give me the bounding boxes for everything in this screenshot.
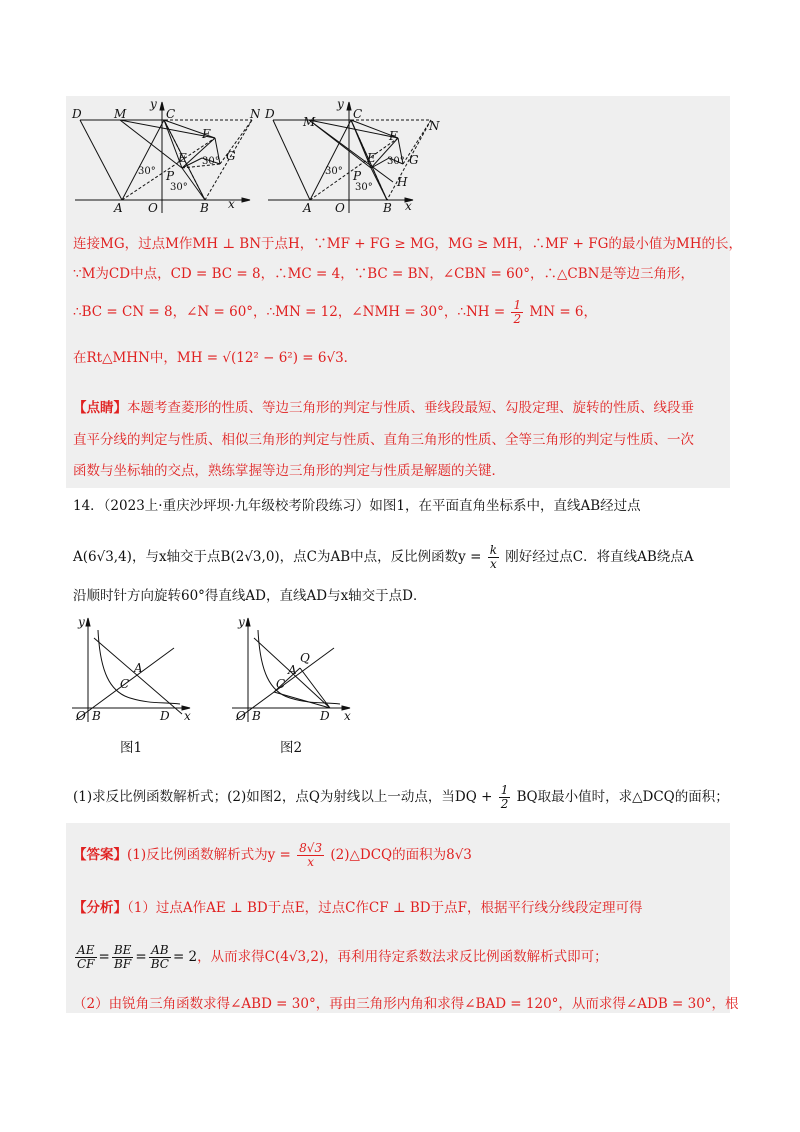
solution-line-3-b: MN = 6， bbox=[529, 304, 598, 320]
svg-text:30°: 30° bbox=[387, 156, 405, 167]
fig2-label-O: O bbox=[236, 709, 246, 723]
fraction-ab-bc: $\frac{AB}{BC}$ bbox=[150, 943, 169, 971]
svg-text:E: E bbox=[367, 151, 376, 165]
answer-tag: 【答案】 bbox=[73, 847, 127, 863]
svg-text:O: O bbox=[148, 201, 158, 214]
comment-line-3: 函数与坐标轴的交点，熟练掌握等边三角形的判定与性质是解题的关键． bbox=[73, 463, 505, 479]
geometry-figure-1 bbox=[70, 98, 260, 214]
answer-line: 【答案】(1)反比例函数解析式为y = $\frac{8√3}{x}$ (2)△DCQ的面积为8√3 bbox=[73, 841, 472, 869]
svg-text:30°: 30° bbox=[355, 182, 373, 193]
svg-text:B: B bbox=[200, 201, 209, 214]
svg-text:P: P bbox=[353, 169, 362, 183]
svg-text:y: y bbox=[150, 98, 157, 111]
svg-text:D: D bbox=[72, 107, 82, 121]
svg-text:A: A bbox=[303, 201, 312, 214]
fig2-label-D: D bbox=[320, 709, 330, 723]
fraction-be-bf: $\frac{BE}{BF}$ bbox=[113, 943, 132, 971]
svg-text:H: H bbox=[397, 175, 408, 189]
svg-text:N: N bbox=[429, 119, 440, 133]
solution-line-2: ∵M为CD中点，CD = BC = 8，∴MC = 4，∵BC = BN，∠CBN = 60°，∴△CBN是等边三角形， bbox=[73, 266, 694, 282]
problem-line-1: 14．（2023上·重庆沙坪坝·九年级校考阶段练习）如图1，在平面直角坐标系中，直线AB经过点 bbox=[73, 498, 641, 514]
fig2-label-x: x bbox=[344, 709, 351, 723]
analysis-line-2: $\frac{AE}{CF}$ = $\frac{BE}{BF}$ = $\frac{AB}{BC}$ = 2，从而求得C(4√3,2)，再利用待定系数法求反比例函数解析式即可； bbox=[77, 943, 608, 971]
svg-text:C: C bbox=[353, 107, 363, 121]
geometry-figure-2 bbox=[263, 98, 453, 214]
fig2-label-Q: Q bbox=[300, 651, 310, 665]
fraction-half-2: $\frac{1}{2}$ bbox=[500, 783, 509, 811]
svg-text:x: x bbox=[405, 199, 412, 213]
fig1-label-B: B bbox=[92, 709, 101, 723]
svg-text:B: B bbox=[383, 201, 392, 214]
fig1-label-O: O bbox=[76, 709, 86, 723]
coordinate-figure-2 bbox=[230, 612, 360, 724]
fig2-caption: 图2 bbox=[280, 740, 303, 756]
solution-line-1: 连接MG，过点M作MH ⊥ BN于点H，∵MF + FG ≥ MG，MG ≥ MH，∴MF + FG的最小值为MH的长， bbox=[73, 236, 742, 252]
fraction-ae-cf: $\frac{AE}{CF}$ bbox=[77, 943, 95, 971]
svg-text:D: D bbox=[265, 107, 275, 121]
svg-text:E: E bbox=[178, 151, 187, 165]
svg-text:O: O bbox=[335, 201, 345, 214]
svg-text:F: F bbox=[389, 129, 398, 143]
fig1-label-C: C bbox=[120, 677, 130, 691]
svg-text:30°: 30° bbox=[325, 166, 343, 177]
svg-text:C: C bbox=[166, 107, 176, 121]
fig2-label-C: C bbox=[276, 677, 286, 691]
svg-text:G: G bbox=[409, 153, 419, 167]
svg-text:30°: 30° bbox=[202, 156, 220, 167]
coordinate-figure-1 bbox=[70, 612, 200, 724]
fig1-label-D: D bbox=[160, 709, 170, 723]
svg-text:G: G bbox=[226, 149, 236, 163]
svg-text:30°: 30° bbox=[138, 166, 156, 177]
comment-tag: 【点睛】 bbox=[73, 400, 127, 416]
fig1-label-y: y bbox=[78, 615, 85, 629]
solution-line-4: 在Rt△MHN中，MH = √(12² − 6²) = 6√3． bbox=[73, 350, 358, 366]
svg-text:P: P bbox=[166, 169, 175, 183]
svg-text:M: M bbox=[303, 115, 316, 129]
analysis-tag: 【分析】 bbox=[73, 900, 127, 916]
svg-text:F: F bbox=[202, 127, 211, 141]
comment-line-2: 直平分线的判定与性质、相似三角形的判定与性质、直角三角形的性质、全等三角形的判定与性质、一次 bbox=[73, 432, 694, 448]
fraction-half: $\frac{1}{2}$ bbox=[513, 298, 522, 326]
fig1-caption: 图1 bbox=[120, 740, 143, 756]
fig2-label-B: B bbox=[252, 709, 261, 723]
problem-line-3: 沿顺时针方向旋转60°得直线AD，直线AD与x轴交于点D． bbox=[73, 588, 427, 604]
solution-line-3 bbox=[73, 299, 597, 326]
solution-line-3-a: ∴BC = CN = 8，∠N = 60°，∴MN = 12，∠NMH = 30°，∴NH = bbox=[73, 304, 506, 320]
svg-text:A: A bbox=[114, 201, 123, 214]
fig2-label-y: y bbox=[238, 615, 245, 629]
svg-text:M: M bbox=[114, 107, 127, 121]
svg-text:N: N bbox=[250, 107, 260, 121]
comment-line-1: 【点睛】本题考查菱形的性质、等边三角形的判定与性质、垂线段最短、勾股定理、旋转的性质、线段垂 bbox=[73, 400, 694, 416]
svg-text:30°: 30° bbox=[170, 182, 188, 193]
fraction-answer: $\frac{8√3}{x}$ bbox=[299, 841, 323, 869]
fig1-label-x: x bbox=[184, 709, 191, 723]
question-line: (1)求反比例函数解析式；(2)如图2，点Q为射线以上一动点，当DQ + $\frac{1}{2}$ BQ取最小值时，求△DCQ的面积； bbox=[73, 783, 729, 811]
problem-line-2: A(6√3,4)，与x轴交于点B(2√3,0)，点C为AB中点，反比例函数y = $\frac{k}{x}$ 刚好经过点C．将直线AB绕点A bbox=[73, 543, 694, 571]
svg-text:y: y bbox=[337, 98, 344, 111]
fig2-label-A: A bbox=[288, 663, 297, 677]
fraction-k-over-x: $\frac{k}{x}$ bbox=[489, 543, 497, 571]
analysis-line-3: （2）由锐角三角函数求得∠ABD = 30°，再由三角形内角和求得∠BAD = 120°，从而求得∠ADB = 30°，根 bbox=[73, 996, 739, 1012]
analysis-line-1: 【分析】（1）过点A作AE ⊥ BD于点E，过点C作CF ⊥ BD于点F，根据平行线分线段定理可得 bbox=[73, 900, 643, 916]
svg-text:x: x bbox=[228, 197, 235, 211]
fig1-label-A: A bbox=[134, 661, 143, 675]
